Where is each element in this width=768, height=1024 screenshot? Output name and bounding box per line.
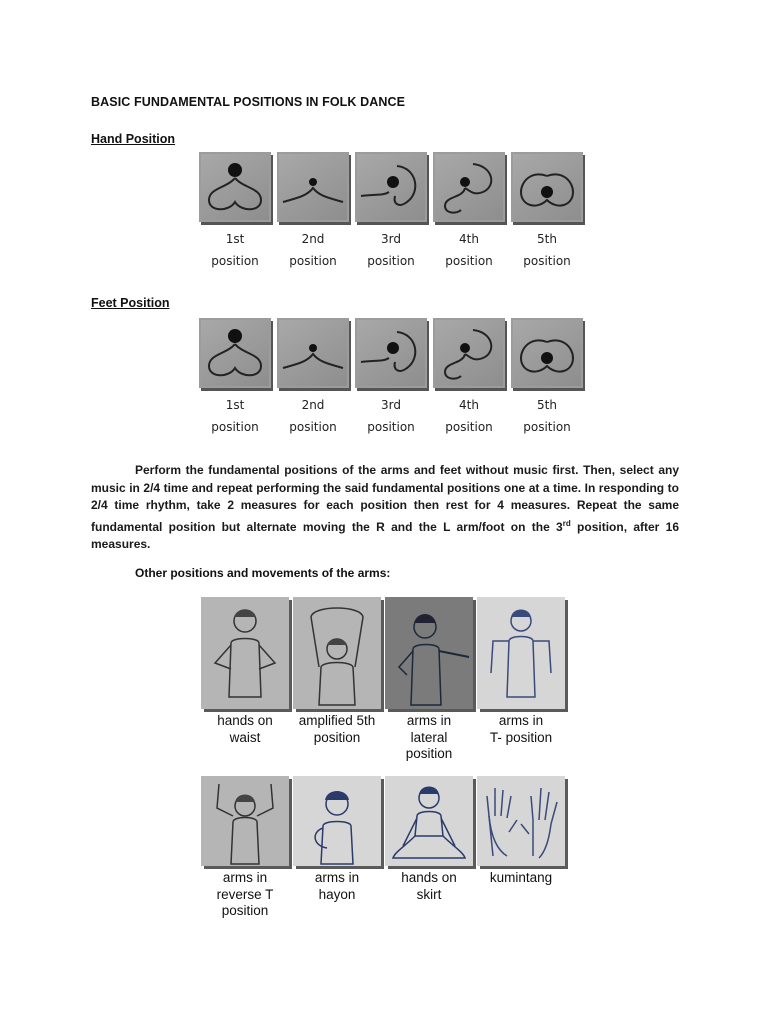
hand-position-1-number: 1st	[225, 232, 245, 246]
hand-position-5	[511, 152, 583, 268]
feet-position-1-word: position	[211, 420, 259, 434]
amplified-5th-figure	[293, 597, 381, 709]
arms-t-position-label: arms in T- position	[489, 713, 553, 745]
feet-position-5	[511, 318, 583, 434]
arm-position-lateral	[385, 597, 473, 763]
feet-position-1-number: 1st	[225, 398, 245, 412]
hand-position-4	[433, 152, 505, 268]
hand-position-2-word: position	[289, 254, 337, 268]
feet-position-4	[433, 318, 505, 434]
instructions-paragraph	[91, 462, 679, 554]
hand-position-5-number: 5th	[537, 232, 557, 246]
arm-position-kumintang	[477, 776, 565, 920]
feet-position-4-number: 4th	[459, 398, 479, 412]
feet-position-3-number: 3rd	[381, 398, 401, 412]
instructions-text: Perform the fundamental positions of the arms and feet without music first. Then, select any music in 2/4 time and repeat performing the said fundamental positions one at a time. In responding to 2/4 time rhythm, take 2 measures for each position then rest for 4 measures. Repeat the same fundamental position but alternate moving the R and the L arm/foot on the 3	[91, 463, 679, 534]
feet-position-3	[355, 318, 427, 434]
hand-position-3-number: 3rd	[381, 232, 401, 246]
feet-position-3-word: position	[367, 420, 415, 434]
feet-position-3-diagram	[355, 318, 427, 388]
feet-position-1	[199, 318, 271, 434]
hands-on-skirt-label: hands on skirt	[401, 870, 457, 902]
hand-position-1-diagram	[199, 152, 271, 222]
hand-position-4-word: position	[445, 254, 493, 268]
reverse-t-label: arms in reverse T position	[216, 870, 274, 918]
hand-position-3-diagram	[355, 152, 427, 222]
page-title: BASIC FUNDAMENTAL POSITIONS IN FOLK DANCE	[91, 95, 406, 109]
hayon-label: arms in hayon	[314, 870, 360, 902]
hand-position-3-word: position	[367, 254, 415, 268]
arm-positions-row-1	[201, 597, 565, 763]
feet-position-2-word: position	[289, 420, 337, 434]
arm-position-t-position	[477, 597, 565, 763]
hand-position-heading: Hand Position	[91, 132, 176, 146]
feet-position-5-number: 5th	[537, 398, 557, 412]
hand-position-figures	[199, 152, 583, 268]
arms-t-position-figure	[477, 597, 565, 709]
feet-position-2-diagram	[277, 318, 349, 388]
ordinal-superscript: rd	[562, 518, 571, 528]
arms-lateral-label: arms in lateral position	[405, 713, 453, 761]
kumintang-figure	[477, 776, 565, 866]
hand-position-5-diagram	[511, 152, 583, 222]
hand-position-5-word: position	[523, 254, 571, 268]
arm-position-hands-on-waist	[201, 597, 289, 763]
kumintang-label: kumintang	[489, 870, 553, 885]
reverse-t-figure	[201, 776, 289, 866]
hands-on-waist-figure	[201, 597, 289, 709]
hand-position-2-diagram	[277, 152, 349, 222]
hand-position-2-number: 2nd	[301, 232, 325, 246]
feet-position-2	[277, 318, 349, 434]
hands-on-waist-label: hands on waist	[217, 713, 273, 745]
feet-position-5-word: position	[523, 420, 571, 434]
feet-position-4-diagram	[433, 318, 505, 388]
arm-positions-row-2	[201, 776, 565, 920]
arm-position-reverse-t	[201, 776, 289, 920]
feet-position-4-word: position	[445, 420, 493, 434]
hand-position-4-diagram	[433, 152, 505, 222]
instructions-text-end: position, after 16 measures.	[91, 519, 679, 552]
feet-position-2-number: 2nd	[301, 398, 325, 412]
hands-on-skirt-figure	[385, 776, 473, 866]
hand-position-3	[355, 152, 427, 268]
hayon-figure	[293, 776, 381, 866]
other-positions-heading: Other positions and movements of the arms:	[135, 566, 391, 580]
hand-position-4-number: 4th	[459, 232, 479, 246]
hand-position-1	[199, 152, 271, 268]
arms-lateral-figure	[385, 597, 473, 709]
hand-position-1-word: position	[211, 254, 259, 268]
feet-position-5-diagram	[511, 318, 583, 388]
feet-position-1-diagram	[199, 318, 271, 388]
amplified-5th-label: amplified 5th position	[298, 713, 376, 745]
arm-position-hands-on-skirt	[385, 776, 473, 920]
arm-position-amplified-5th	[293, 597, 381, 763]
feet-position-heading: Feet Position	[91, 296, 170, 310]
feet-position-figures	[199, 318, 583, 434]
hand-position-2	[277, 152, 349, 268]
arm-position-hayon	[293, 776, 381, 920]
